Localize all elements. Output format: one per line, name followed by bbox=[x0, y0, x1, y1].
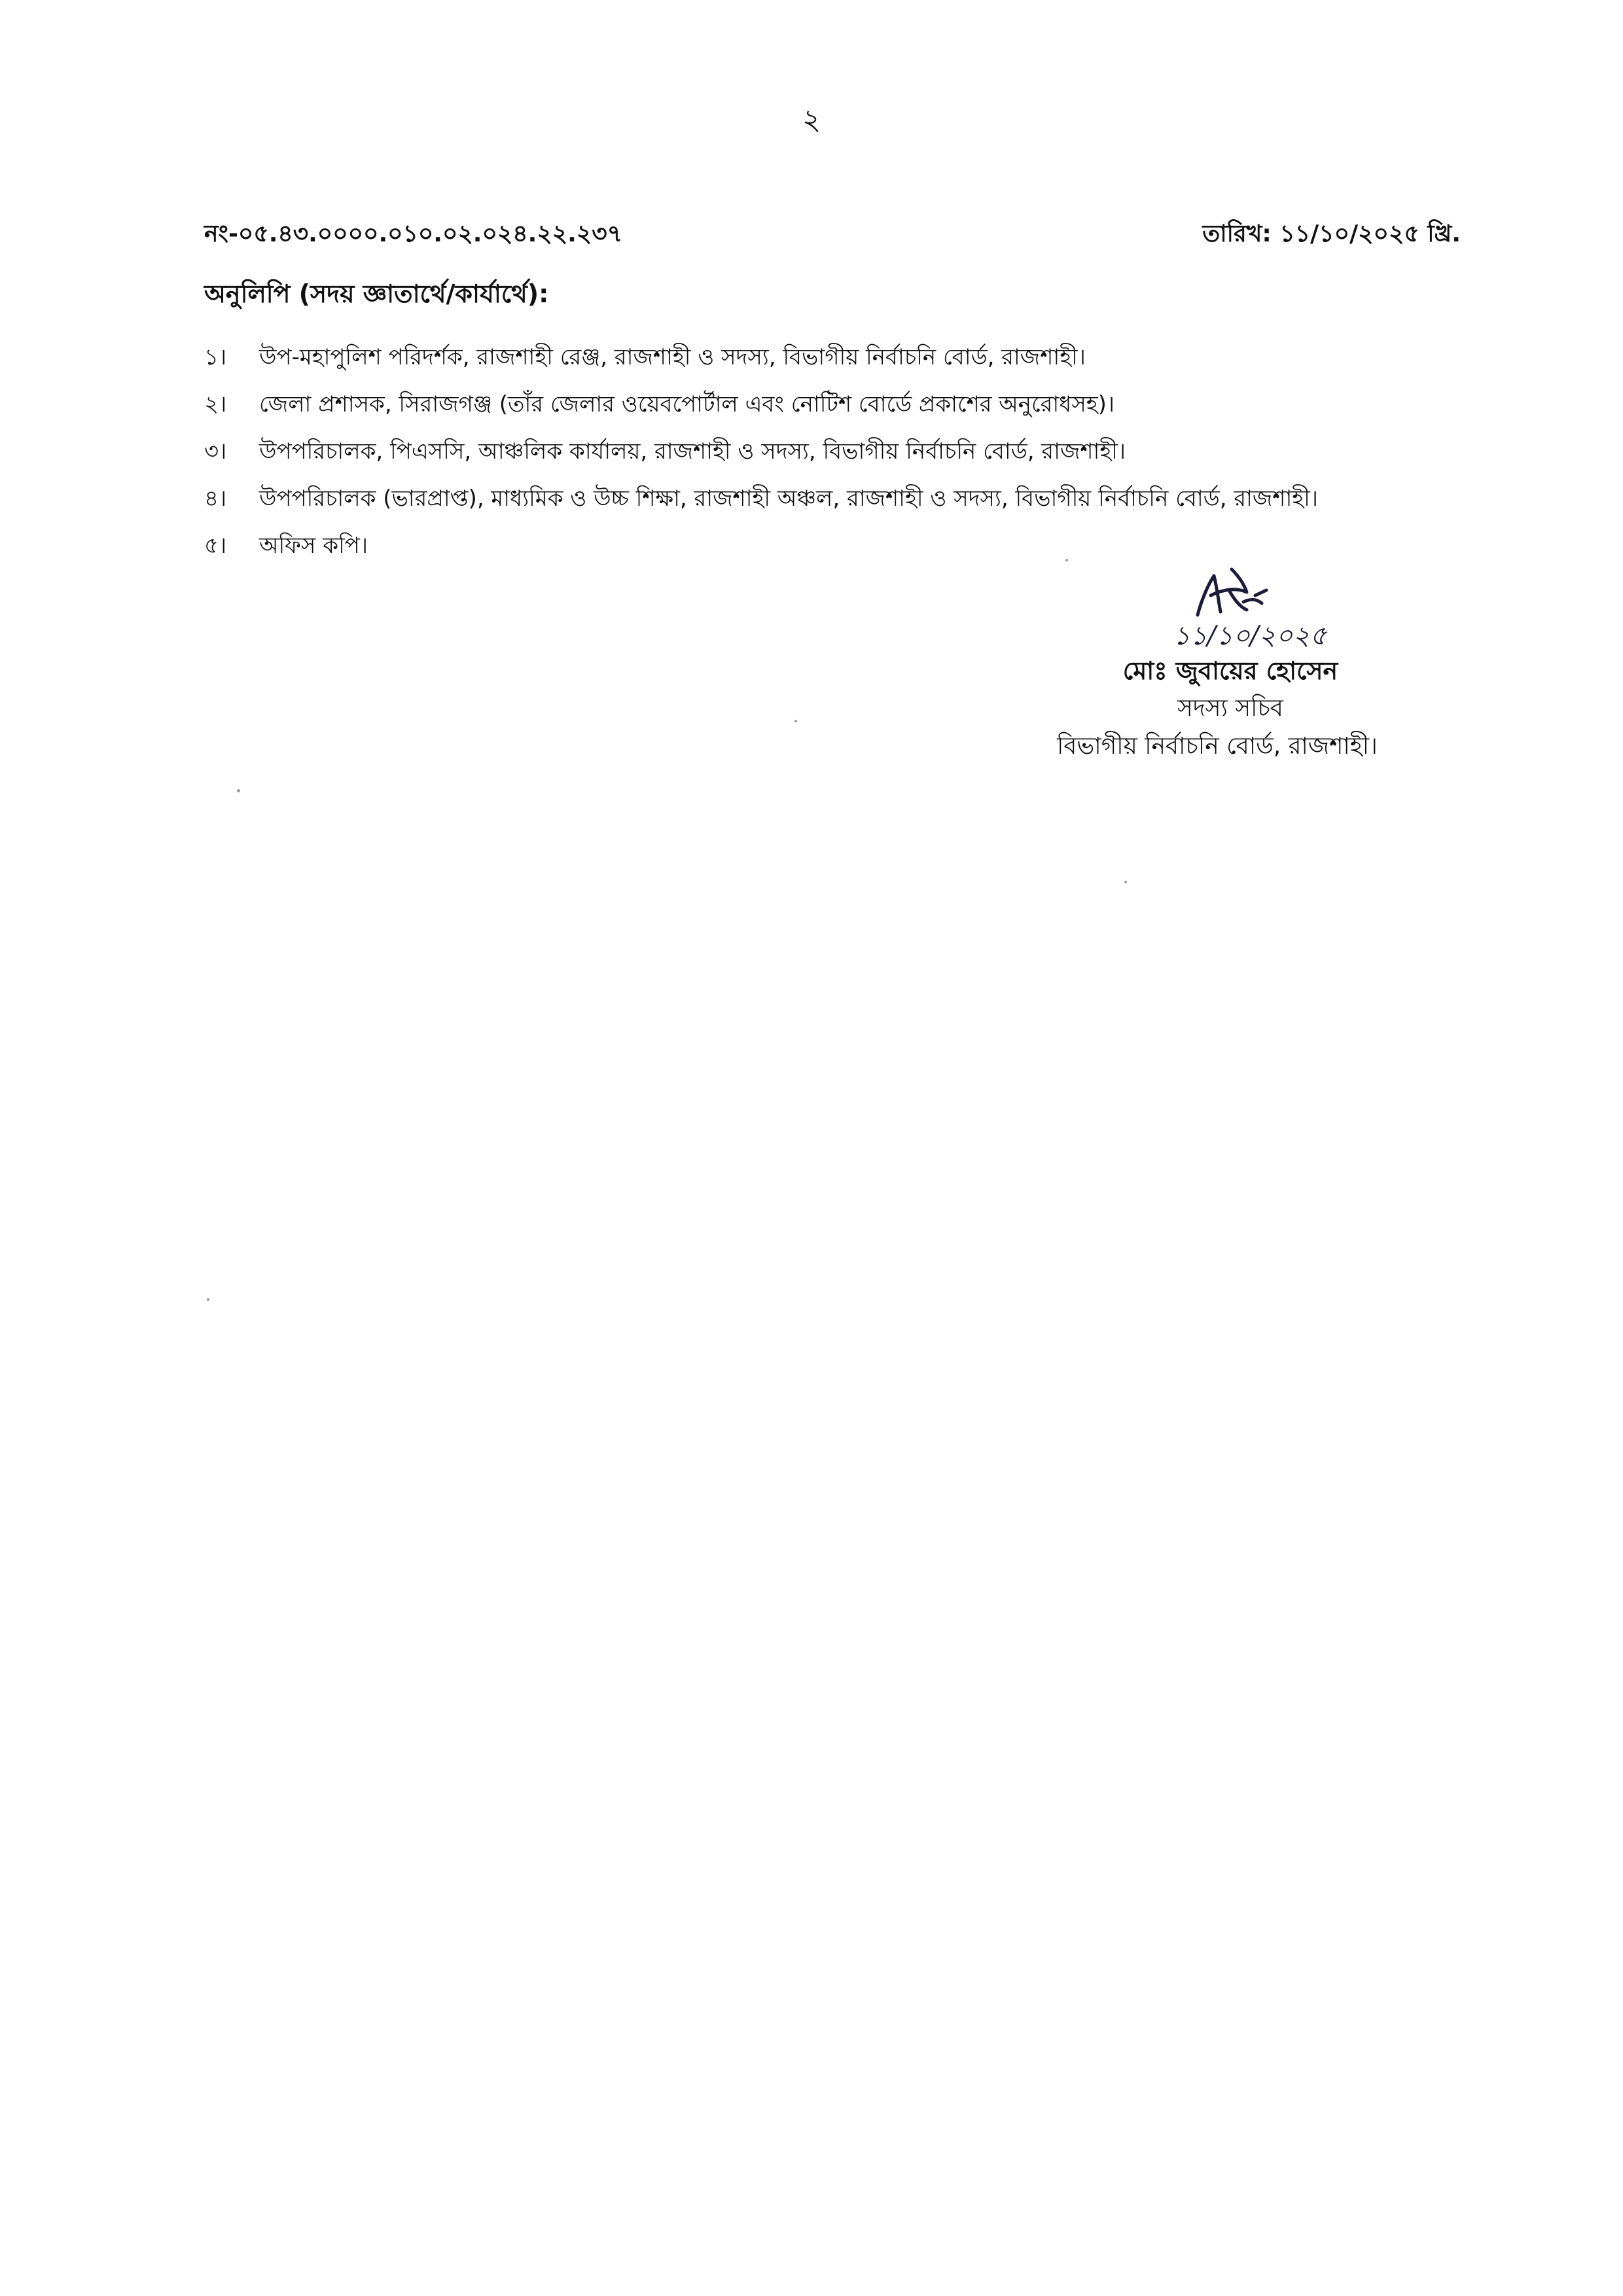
handwritten-date: ১১/১০/২০২৫ bbox=[1173, 621, 1327, 651]
list-item-text: উপপরিচালক, পিএসসি, আঞ্চলিক কার্যালয়, রাজশাহী ও সদস্য, বিভাগীয় নির্বাচনি বোর্ড, রাজশাহী। bbox=[259, 438, 1126, 465]
copy-recipient-item bbox=[204, 382, 1526, 429]
signatory-name: মোঃ জুবায়ের হোসেন bbox=[1122, 656, 1338, 685]
signature-scribble-icon bbox=[1021, 563, 1440, 622]
list-item-text: জেলা প্রশাসক, সিরাজগঞ্জ (তাঁর জেলার ওয়েবপোর্টাল এবং নোটিশ বোর্ডে প্রকাশের অনুরোধসহ)। bbox=[259, 391, 1115, 417]
signature-block bbox=[1021, 563, 1440, 766]
scan-speck bbox=[794, 720, 797, 722]
memo-header bbox=[204, 216, 1461, 255]
handwritten-signature bbox=[1021, 563, 1440, 622]
scan-speck bbox=[1065, 559, 1068, 561]
scan-speck bbox=[207, 1298, 209, 1301]
memo-date: তারিখ: ১১/১০/২০২৫ খ্রি. bbox=[1202, 221, 1461, 247]
scan-speck bbox=[1124, 881, 1127, 883]
list-item-text: অফিস কপি। bbox=[259, 532, 368, 559]
list-item-number: ২। bbox=[204, 391, 227, 417]
copy-recipient-item bbox=[204, 429, 1526, 476]
list-item-number: ৫। bbox=[204, 532, 227, 559]
scan-speck bbox=[237, 789, 240, 792]
list-item-number: ১। bbox=[204, 344, 227, 370]
list-item-number: ৩। bbox=[204, 438, 227, 465]
copy-recipient-list bbox=[204, 335, 1526, 571]
copy-recipient-item bbox=[204, 335, 1526, 382]
list-item-text: উপপরিচালক (ভারপ্রাপ্ত), মাধ্যমিক ও উচ্চ শিক্ষা, রাজশাহী অঞ্চল, রাজশাহী ও সদস্য, বিভাগীয় নির্বাচনি বোর্ড, রাজশাহী। bbox=[259, 485, 1319, 512]
signatory-title: সদস্য সচিব bbox=[1177, 695, 1283, 722]
copy-recipient-item bbox=[204, 476, 1526, 523]
list-item-number: ৪। bbox=[204, 485, 227, 512]
page-number: ২ bbox=[802, 103, 821, 137]
copy-heading: অনুলিপি (সদয় জ্ঞাতার্থে/কার্যার্থে): bbox=[204, 279, 549, 308]
memo-number: নং-০৫.৪৩.০০০০.০১০.০২.০২৪.২২.২৩৭ bbox=[204, 221, 623, 247]
signatory-office: বিভাগীয় নির্বাচনি বোর্ড, রাজশাহী। bbox=[1057, 733, 1378, 760]
list-item-text: উপ-মহাপুলিশ পরিদর্শক, রাজশাহী রেঞ্জ, রাজশাহী ও সদস্য, বিভাগীয় নির্বাচনি বোর্ড, রাজশাহী। bbox=[259, 344, 1086, 370]
